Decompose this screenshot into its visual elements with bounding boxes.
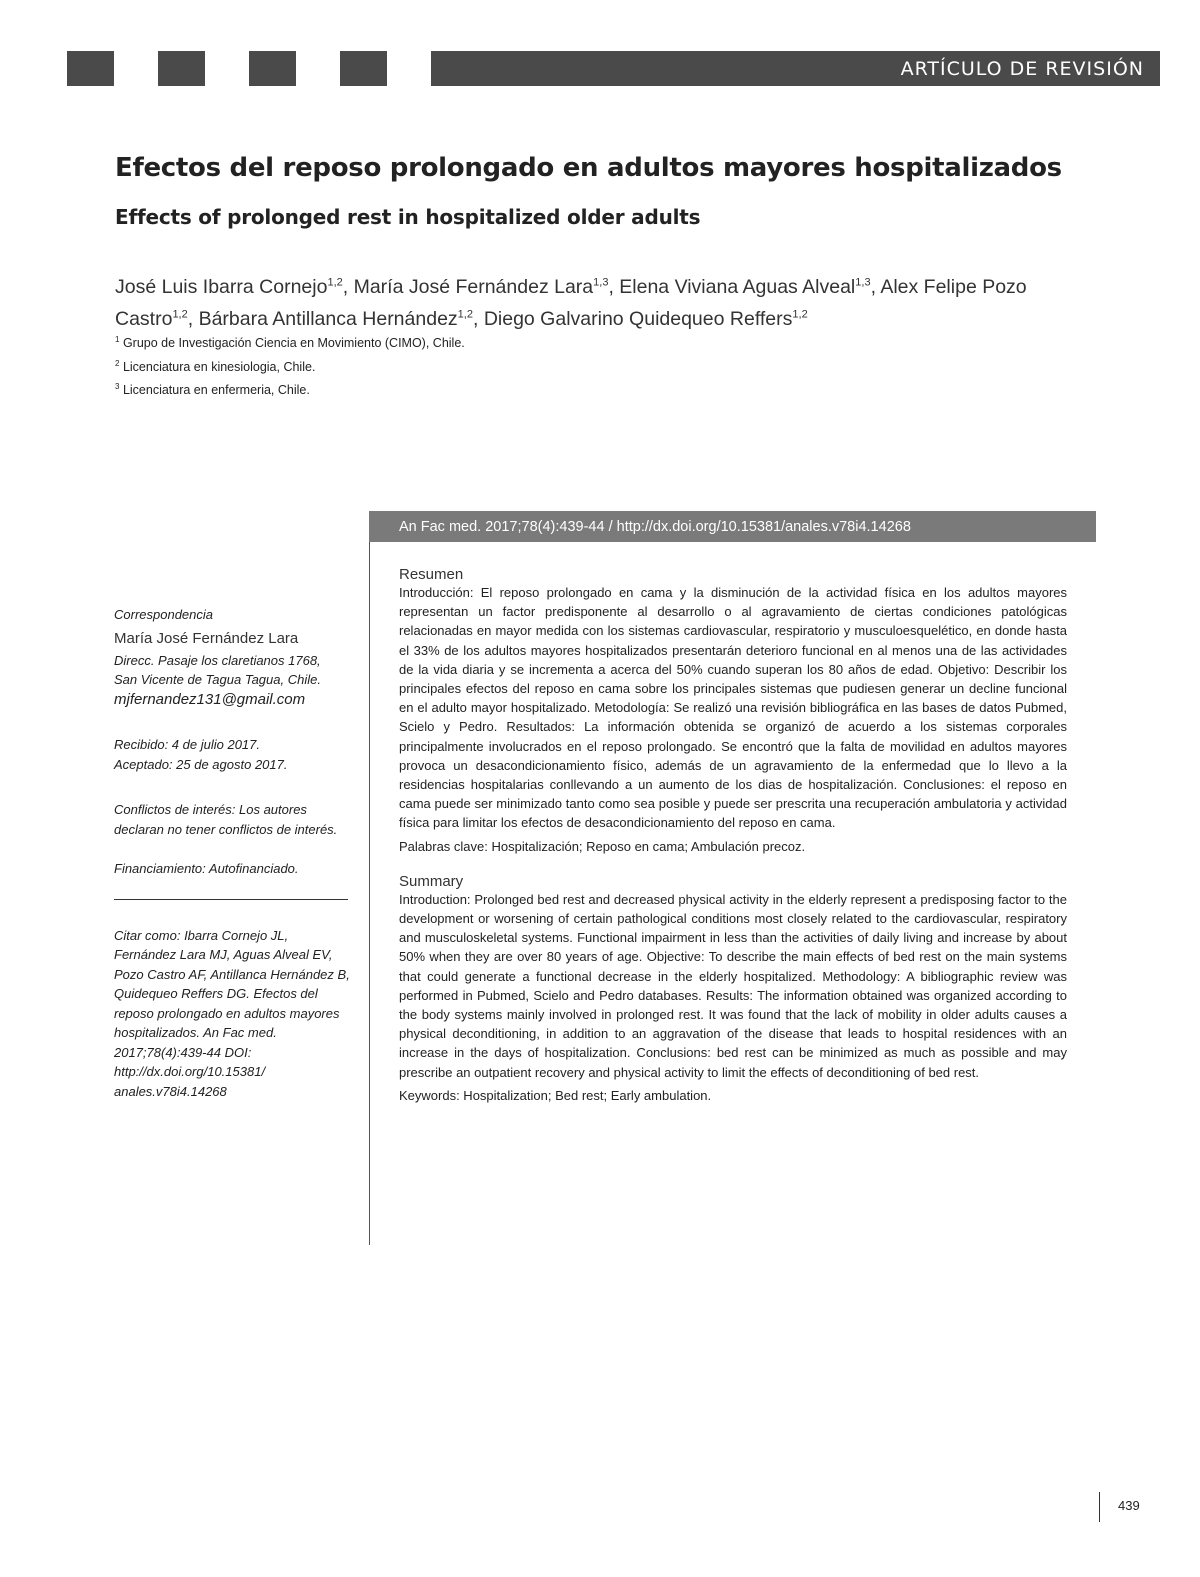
header-block-2	[158, 51, 205, 86]
page-number: 439	[1118, 1498, 1140, 1513]
cite-as: Citar como: Ibarra Cornejo JL, Fernández Lara MJ, Aguas Alveal EV, Pozo Castro AF, Antillanca Hernández B, Quidequeo Reffers DG. Efectos del reposo prolongado en adultos mayores hospitalizados. An Fac med. 2017;78(4):439-44 DOI: http://dx.doi.org/10.15381/ anales.v78i4.14268	[114, 927, 350, 1099]
header-block-1	[67, 51, 114, 86]
abstract-heading-es: Resumen	[399, 566, 464, 583]
article-type-banner	[431, 51, 1160, 86]
author: María José Fernández Lara$^{1,3}$,	[353, 275, 620, 298]
header-block-3	[249, 51, 296, 86]
correspondence-label: Correspondencia	[114, 607, 214, 622]
article-type-label: ARTÍCULO DE REVISIÓN	[900, 57, 1144, 80]
correspondence-address: Direcc. Pasaje los claretianos 1768,	[114, 652, 321, 668]
column-divider	[369, 542, 370, 1245]
author: Diego Galvarino Quidequeo Reffers$^{1,2}$	[483, 308, 808, 330]
page-number-rule	[1099, 1492, 1100, 1522]
title-english: Effects of prolonged rest in hospitalized older adults	[115, 205, 701, 229]
citation-bar	[369, 511, 1096, 542]
author: José Luis Ibarra Cornejo$^{1,2}$,	[115, 275, 354, 298]
affiliation-list	[115, 330, 715, 401]
keywords-es: Palabras clave: Hospitalización; Reposo en cama; Ambulación precoz.	[399, 838, 806, 854]
author-list	[115, 268, 1095, 333]
correspondence-address: San Vicente de Tagua Tagua, Chile.	[114, 672, 321, 687]
correspondence-name: María José Fernández Lara	[114, 629, 299, 647]
affiliation: $^1$ Grupo de Investigación Ciencia en Movimiento (CIMO), Chile.	[115, 335, 465, 351]
author: Alex Felipe Pozo Castro$^{1,2}$,	[115, 275, 1027, 330]
abstract-section	[399, 566, 1067, 1105]
keywords-en: Keywords: Hospitalization; Bed rest; Early ambulation.	[399, 1087, 712, 1103]
conflicts-of-interest: Conflictos de interés: Los autores declaran no tener conflictos de interés.	[114, 802, 338, 837]
affiliation: $^3$ Licenciatura en enfermeria, Chile.	[115, 382, 310, 398]
header-block-4	[340, 51, 387, 86]
abstract-body-en: Introduction: Prolonged bed rest and decreased physical activity in the elderly represent a predisposing factor to the development or worsening of certain pathological conditions most closely related to the cardiovascular, respiratory and musculoskeletal systems. Functional impairment in less than the activities of daily living and increase by about 50% when they are over 80 years of age. Objective: To describe the main effects of bed rest on the main systems that could generate a functional decrease in the elderly hospitalized. Methodology: A bibliographic review was performed in Pubmed, Scielo and Pedro databases. Results: The information obtained was organized according to the body systems mainly involved in prolonged rest. It was found that the lack of mobility in older adults causes a physical deconditioning, in addition to an aggravation of the disease that leads to hospital residences with an increase in the days of hospitalization. Conclusions: bed rest can be minimized as much as possible and may prescribe an outpatient recovery and physical activity to limit the effects of deconditioning of bed rest.	[399, 891, 1067, 1080]
title-spanish: Efectos del reposo prolongado en adultos mayores hospitalizados	[115, 153, 1062, 183]
correspondence-email: mjfernandez131@gmail.com	[114, 690, 306, 708]
citation-doi-text: An Fac med. 2017;78(4):439-44 / http://dx.doi.org/10.15381/anales.v78i4.14268	[399, 518, 911, 535]
author: Elena Viviana Aguas Alveal$^{1,3}$,	[619, 275, 881, 298]
received-date: Recibido: 4 de julio 2017.	[114, 737, 260, 752]
sidebar-divider	[114, 899, 348, 900]
sidebar	[114, 605, 350, 1101]
abstract-body-es: Introducción: El reposo prolongado en cama y la disminución de la actividad física en los adultos mayores representan un factor predisponente al desarrollo o al agravamiento de ciertas condiciones patológicas relacionadas en mayor medida con los sistemas cardiovascular, respiratorio y musculoesquelético, en donde hasta el 33% de los adultos mayores hospitalizados presentarán deterioro funcional en al menos una de las actividades de la vida diaria y se incrementa a acerca del 50% cuando superan los 80 años de edad. Objetivo: Describir los principales efectos del reposo en cama sobre los principales sistemas que pudiesen generar un decline funcional en el adulto mayor hospitalizado. Metodología: Se realizó una revisión bibliográfica en las bases de datos Pubmed, Scielo y Pedro. Resultados: La información obtenida se organizó de acuerdo a los sistemas corporales principalmente involucrados en el reposo prolongado. Se encontró que la falta de movilidad en adultos mayores provoca un desacondicionamiento físico, además de un agravamiento de la enfermedad que lo llevo a la residencias hospitalarias conllevando a un aumento de los dias de hospitalización. Conclusiones: el reposo en cama puede ser minimizado tanto como sea posible y puede ser prescrita una recuperación ambulatoria y actividad física para limitar los efectos de desacondicionamiento del reposo en cama.	[399, 585, 1067, 831]
abstract-heading-en: Summary	[399, 872, 464, 890]
accepted-date: Aceptado: 25 de agosto 2017.	[114, 756, 288, 772]
affiliation: $^2$ Licenciatura en kinesiologia, Chile.	[115, 358, 316, 374]
funding: Financiamiento: Autofinanciado.	[114, 861, 299, 876]
author: Bárbara Antillanca Hernández$^{1,2}$,	[198, 308, 484, 330]
